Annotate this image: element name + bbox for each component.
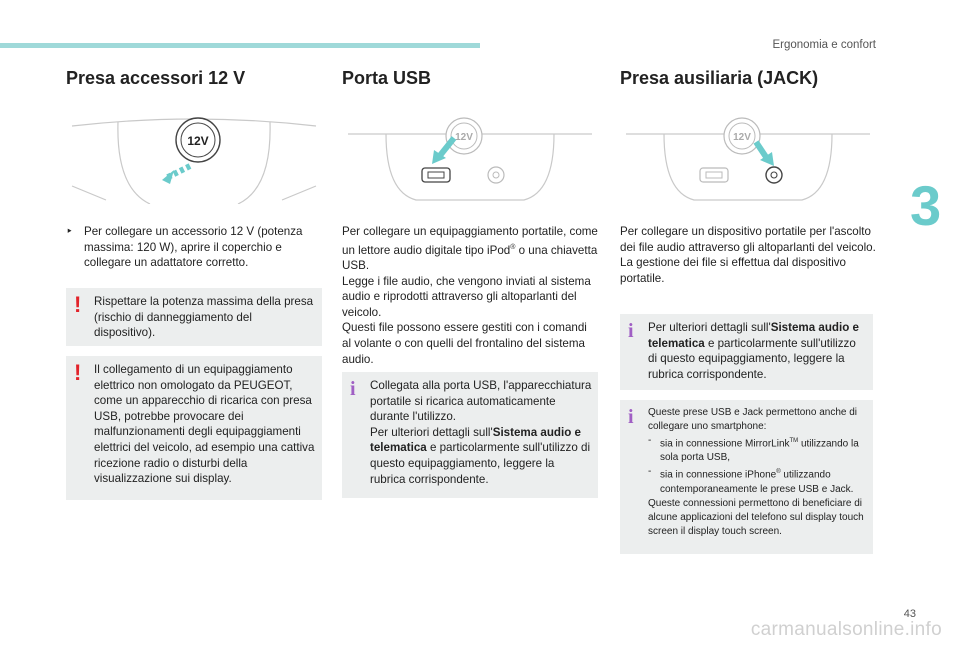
info-text-usb: Collegata alla porta USB, l'apparecchiatura portatile si ricarica automaticamente durante l'utilizzo. Per ulteriori dettagli sull'Sistema audio e telematica e particolarmente sull'utilizzo di questo equipaggiamento, leggere la rubrica corrispondente. — [370, 379, 592, 486]
col3-body — [620, 224, 876, 286]
info-box-usb — [342, 372, 598, 498]
col3-paragraph-2: La gestione dei file si effettua dal dispositivo portatile. — [620, 256, 847, 285]
warning-box-equipment — [66, 356, 322, 500]
title-usb-port: Porta USB — [342, 68, 432, 88]
bullet-arrow-icon: ‣ — [66, 225, 73, 238]
chapter-number: 3 — [910, 174, 942, 237]
col3-paragraph-1: Per collegare un dispositivo portatile per l'ascolto dei file audio attraverso gli altoparlanti del veicolo. — [620, 225, 876, 254]
col2-paragraph-3: Questi file possono essere gestiti con i comandi al volante o con quelli del frontalino del sistema audio. — [342, 321, 587, 366]
warning-text-equipment: Il collegamento di un equipaggiamento elettrico non omologato da PEUGEOT, come un apparecchio di ricarica con presa USB, potrebbe provocare dei malfunzionamenti degli equipaggiamenti elettrici del veicolo, ad esempio una cattiva ricezione radio o disturbi della visualizzazione sui display. — [94, 363, 315, 486]
chapter-tab — [910, 176, 960, 236]
info-icon: i — [350, 378, 356, 400]
info-icon: i — [628, 320, 634, 342]
socket-label: 12V — [733, 132, 751, 143]
page-number: 43 — [903, 608, 916, 620]
info-text-aux: Per ulteriori dettagli sull'Sistema audio e telematica e particolarmente sull'utilizzo di questo equipaggiamento, leggere la rubrica corrispondente. — [648, 321, 859, 381]
section-header: Ergonomia e confort — [772, 39, 876, 51]
info-box-smartphone — [620, 400, 873, 554]
top-accent-bar — [0, 43, 480, 48]
warning-text-power: Rispettare la potenza massima della presa (rischio di danneggiamento del dispositivo). — [94, 295, 314, 340]
watermark: carmanualsonline.info — [750, 619, 942, 640]
illustration-aux-socket — [620, 108, 876, 204]
socket-label: 12V — [187, 134, 209, 148]
col1-body — [66, 224, 322, 271]
warning-icon: ! — [74, 360, 82, 385]
socket-label: 12V — [455, 132, 473, 143]
info-icon: i — [628, 406, 634, 428]
col2-paragraph-1: Per collegare un equipaggiamento portatile, come un lettore audio digitale tipo iPod® o una chiavetta USB. — [342, 225, 598, 273]
illustration-usb-port — [342, 108, 598, 204]
info-text-smartphone: Queste prese USB e Jack permettono anche di collegare uno smartphone: - sia in connessione MirrorLink™ utilizzando la sola porta USB, - sia in connessione iPhone® utilizzando contemporaneamente le prese USB e Jack. Queste connessioni permettono di beneficiare di alcune applicazioni del telefono sul display touch screen il display touch screen. — [648, 407, 864, 537]
title-aux-socket: Presa ausiliaria (JACK) — [620, 68, 819, 88]
col2-body — [342, 224, 598, 367]
info-box-aux — [620, 314, 873, 390]
title-12v-socket: Presa accessori 12 V — [66, 68, 246, 88]
col1-bullet-text: Per collegare un accessorio 12 V (potenza massima: 120 W), aprire il coperchio e collegare un adattatore corretto. — [84, 225, 303, 270]
col2-paragraph-2: Legge i file audio, che vengono inviati al sistema audio e riprodotti attraverso gli altoparlanti del veicolo. — [342, 274, 591, 319]
illustration-12v-socket — [66, 108, 322, 204]
warning-box-power — [66, 288, 322, 346]
warning-icon: ! — [74, 292, 82, 317]
